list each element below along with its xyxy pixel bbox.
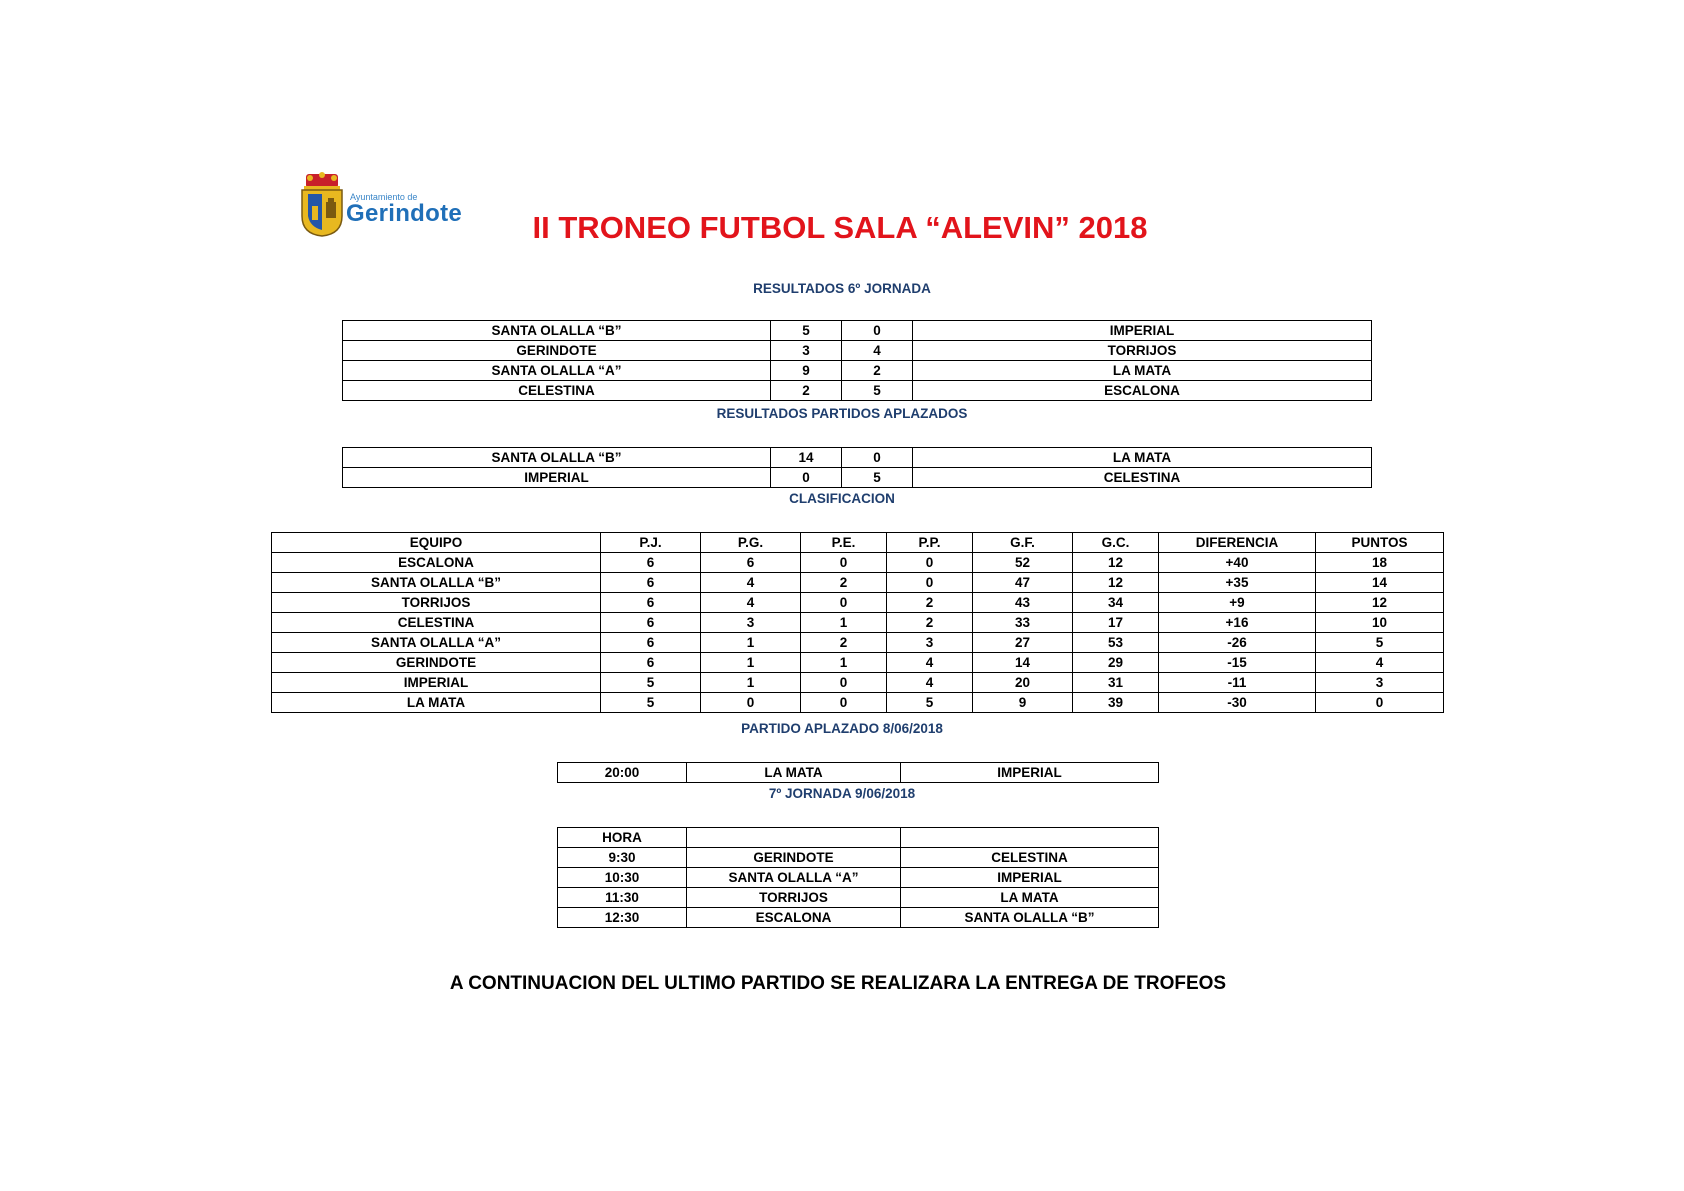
- table-cell: LA MATA: [913, 448, 1372, 468]
- table-cell: SANTA OLALLA “B”: [343, 448, 771, 468]
- table-cell: 0: [801, 593, 887, 613]
- table-cell: 2: [771, 381, 842, 401]
- table-row: [343, 341, 1372, 361]
- table-cell: DIFERENCIA: [1159, 533, 1316, 553]
- table-cell: 5: [842, 381, 913, 401]
- table-cell: LA MATA: [687, 763, 901, 783]
- table-cell: 0: [771, 468, 842, 488]
- table-row: [558, 848, 1159, 868]
- table-row: [272, 573, 1444, 593]
- table-cell: 6: [601, 653, 701, 673]
- table-row: [272, 633, 1444, 653]
- table-cell: 0: [842, 448, 913, 468]
- table-cell: 12: [1073, 573, 1159, 593]
- table-cell: 6: [601, 633, 701, 653]
- table-cell: -11: [1159, 673, 1316, 693]
- table-cell: CELESTINA: [272, 613, 601, 633]
- table-cell: -30: [1159, 693, 1316, 713]
- table-cell: ESCALONA: [913, 381, 1372, 401]
- table-cell: 14: [771, 448, 842, 468]
- table-cell: P.G.: [701, 533, 801, 553]
- table-cell: ESCALONA: [272, 553, 601, 573]
- table-cell: +16: [1159, 613, 1316, 633]
- table-cell: -26: [1159, 633, 1316, 653]
- table-cell: TORRIJOS: [913, 341, 1372, 361]
- table-row: [558, 868, 1159, 888]
- table-cell: [687, 828, 901, 848]
- table-cell: 39: [1073, 693, 1159, 713]
- table-cell: 10: [1316, 613, 1444, 633]
- postponed-match-heading: PARTIDO APLAZADO 8/06/2018: [741, 721, 943, 736]
- table-cell: LA MATA: [272, 693, 601, 713]
- table-cell: 47: [973, 573, 1073, 593]
- table-cell: SANTA OLALLA “A”: [272, 633, 601, 653]
- table-cell: 9: [973, 693, 1073, 713]
- table-cell: CELESTINA: [343, 381, 771, 401]
- postponed-match-table: [557, 762, 1159, 783]
- table-row: [343, 381, 1372, 401]
- table-cell: G.F.: [973, 533, 1073, 553]
- table-cell: 31: [1073, 673, 1159, 693]
- table-row: [272, 653, 1444, 673]
- table-row: [558, 908, 1159, 928]
- table-cell: PUNTOS: [1316, 533, 1444, 553]
- table-cell: SANTA OLALLA “A”: [687, 868, 901, 888]
- table-cell: 0: [801, 553, 887, 573]
- table-cell: 9:30: [558, 848, 687, 868]
- table-cell: 34: [1073, 593, 1159, 613]
- table-cell: 6: [701, 553, 801, 573]
- table-row: [558, 888, 1159, 908]
- jornada-7-rows: [558, 848, 1159, 928]
- table-cell: G.C.: [1073, 533, 1159, 553]
- table-cell: 4: [1316, 653, 1444, 673]
- table-cell: 0: [887, 573, 973, 593]
- table-row: [343, 321, 1372, 341]
- postponed-match-rows: [558, 763, 1159, 783]
- table-cell: 4: [842, 341, 913, 361]
- table-cell: SANTA OLALLA “A”: [343, 361, 771, 381]
- table-cell: 5: [601, 673, 701, 693]
- table-cell: 2: [887, 613, 973, 633]
- table-cell: 0: [801, 693, 887, 713]
- table-cell: 1: [701, 673, 801, 693]
- table-cell: 2: [801, 573, 887, 593]
- page-title: II TRONEO FUTBOL SALA “ALEVIN” 2018: [532, 210, 1148, 245]
- table-cell: 6: [601, 593, 701, 613]
- table-cell: IMPERIAL: [901, 868, 1159, 888]
- table-cell: 12: [1316, 593, 1444, 613]
- table-row: [272, 593, 1444, 613]
- table-cell: 29: [1073, 653, 1159, 673]
- table-cell: P.P.: [887, 533, 973, 553]
- table-cell: 5: [1316, 633, 1444, 653]
- table-cell: +9: [1159, 593, 1316, 613]
- standings-heading: CLASIFICACION: [789, 491, 895, 506]
- table-cell: 20:00: [558, 763, 687, 783]
- table-cell: 4: [887, 653, 973, 673]
- table-cell: 0: [842, 321, 913, 341]
- table-row: [343, 361, 1372, 381]
- table-cell: 10:30: [558, 868, 687, 888]
- table-cell: 14: [1316, 573, 1444, 593]
- table-cell: IMPERIAL: [913, 321, 1372, 341]
- table-cell: 6: [601, 573, 701, 593]
- table-cell: 5: [601, 693, 701, 713]
- results-6-heading: RESULTADOS 6º JORNADA: [753, 281, 931, 296]
- table-cell: IMPERIAL: [343, 468, 771, 488]
- table-row: [558, 828, 1159, 848]
- table-cell: 5: [842, 468, 913, 488]
- table-cell: 3: [771, 341, 842, 361]
- table-row: [558, 763, 1159, 783]
- table-cell: +40: [1159, 553, 1316, 573]
- table-cell: 4: [701, 573, 801, 593]
- table-cell: +35: [1159, 573, 1316, 593]
- table-cell: 1: [701, 653, 801, 673]
- table-row: [272, 613, 1444, 633]
- table-cell: 0: [887, 553, 973, 573]
- standings-header: [272, 533, 1444, 553]
- table-cell: 27: [973, 633, 1073, 653]
- table-cell: 3: [887, 633, 973, 653]
- table-cell: -15: [1159, 653, 1316, 673]
- table-cell: 33: [973, 613, 1073, 633]
- table-cell: TORRIJOS: [272, 593, 601, 613]
- table-cell: TORRIJOS: [687, 888, 901, 908]
- postponed-results-heading: RESULTADOS PARTIDOS APLAZADOS: [716, 406, 968, 421]
- table-cell: SANTA OLALLA “B”: [272, 573, 601, 593]
- table-cell: [901, 828, 1159, 848]
- table-cell: 14: [973, 653, 1073, 673]
- table-cell: 4: [701, 593, 801, 613]
- postponed-results-table: [342, 447, 1372, 488]
- table-cell: EQUIPO: [272, 533, 601, 553]
- table-row: [272, 693, 1444, 713]
- table-cell: 6: [601, 613, 701, 633]
- logo-name: Gerindote: [346, 200, 463, 227]
- jornada-7-heading: 7º JORNADA 9/06/2018: [768, 786, 916, 801]
- table-cell: 18: [1316, 553, 1444, 573]
- table-cell: IMPERIAL: [272, 673, 601, 693]
- jornada-7-table: [557, 827, 1159, 928]
- table-row: [272, 553, 1444, 573]
- table-cell: P.J.: [601, 533, 701, 553]
- table-cell: P.E.: [801, 533, 887, 553]
- table-cell: IMPERIAL: [901, 763, 1159, 783]
- table-cell: 52: [973, 553, 1073, 573]
- table-cell: 2: [842, 361, 913, 381]
- table-cell: GERINDOTE: [343, 341, 771, 361]
- table-cell: 43: [973, 593, 1073, 613]
- table-cell: 1: [801, 653, 887, 673]
- table-cell: 20: [973, 673, 1073, 693]
- table-cell: CELESTINA: [901, 848, 1159, 868]
- jornada-7-header: [558, 828, 1159, 848]
- table-cell: 0: [1316, 693, 1444, 713]
- table-cell: LA MATA: [913, 361, 1372, 381]
- table-cell: 17: [1073, 613, 1159, 633]
- table-cell: GERINDOTE: [272, 653, 601, 673]
- table-cell: SANTA OLALLA “B”: [343, 321, 771, 341]
- table-cell: 3: [1316, 673, 1444, 693]
- table-cell: 1: [801, 613, 887, 633]
- table-cell: 5: [887, 693, 973, 713]
- table-cell: 3: [701, 613, 801, 633]
- table-cell: SANTA OLALLA “B”: [901, 908, 1159, 928]
- standings-table: [271, 532, 1444, 713]
- table-cell: 6: [601, 553, 701, 573]
- table-cell: 12:30: [558, 908, 687, 928]
- table-cell: 0: [701, 693, 801, 713]
- table-row: [272, 673, 1444, 693]
- logo-subtitle: Ayuntamiento de: [350, 192, 418, 202]
- table-cell: CELESTINA: [913, 468, 1372, 488]
- table-cell: 12: [1073, 553, 1159, 573]
- table-cell: HORA: [558, 828, 687, 848]
- table-cell: 53: [1073, 633, 1159, 653]
- table-row: [272, 533, 1444, 553]
- table-cell: 2: [887, 593, 973, 613]
- table-cell: GERINDOTE: [687, 848, 901, 868]
- table-cell: 9: [771, 361, 842, 381]
- table-row: [343, 448, 1372, 468]
- trophy-notice: A CONTINUACION DEL ULTIMO PARTIDO SE REALIZARA LA ENTREGA DE TROFEOS: [449, 973, 1227, 994]
- table-cell: 0: [801, 673, 887, 693]
- table-cell: 11:30: [558, 888, 687, 908]
- standings-rows: [272, 553, 1444, 713]
- table-cell: ESCALONA: [687, 908, 901, 928]
- results-6-rows: [343, 321, 1372, 401]
- table-row: [343, 468, 1372, 488]
- table-cell: LA MATA: [901, 888, 1159, 908]
- table-cell: 1: [701, 633, 801, 653]
- results-6-table: [342, 320, 1372, 401]
- postponed-results-rows: [343, 448, 1372, 488]
- table-cell: 4: [887, 673, 973, 693]
- table-cell: 5: [771, 321, 842, 341]
- table-cell: 2: [801, 633, 887, 653]
